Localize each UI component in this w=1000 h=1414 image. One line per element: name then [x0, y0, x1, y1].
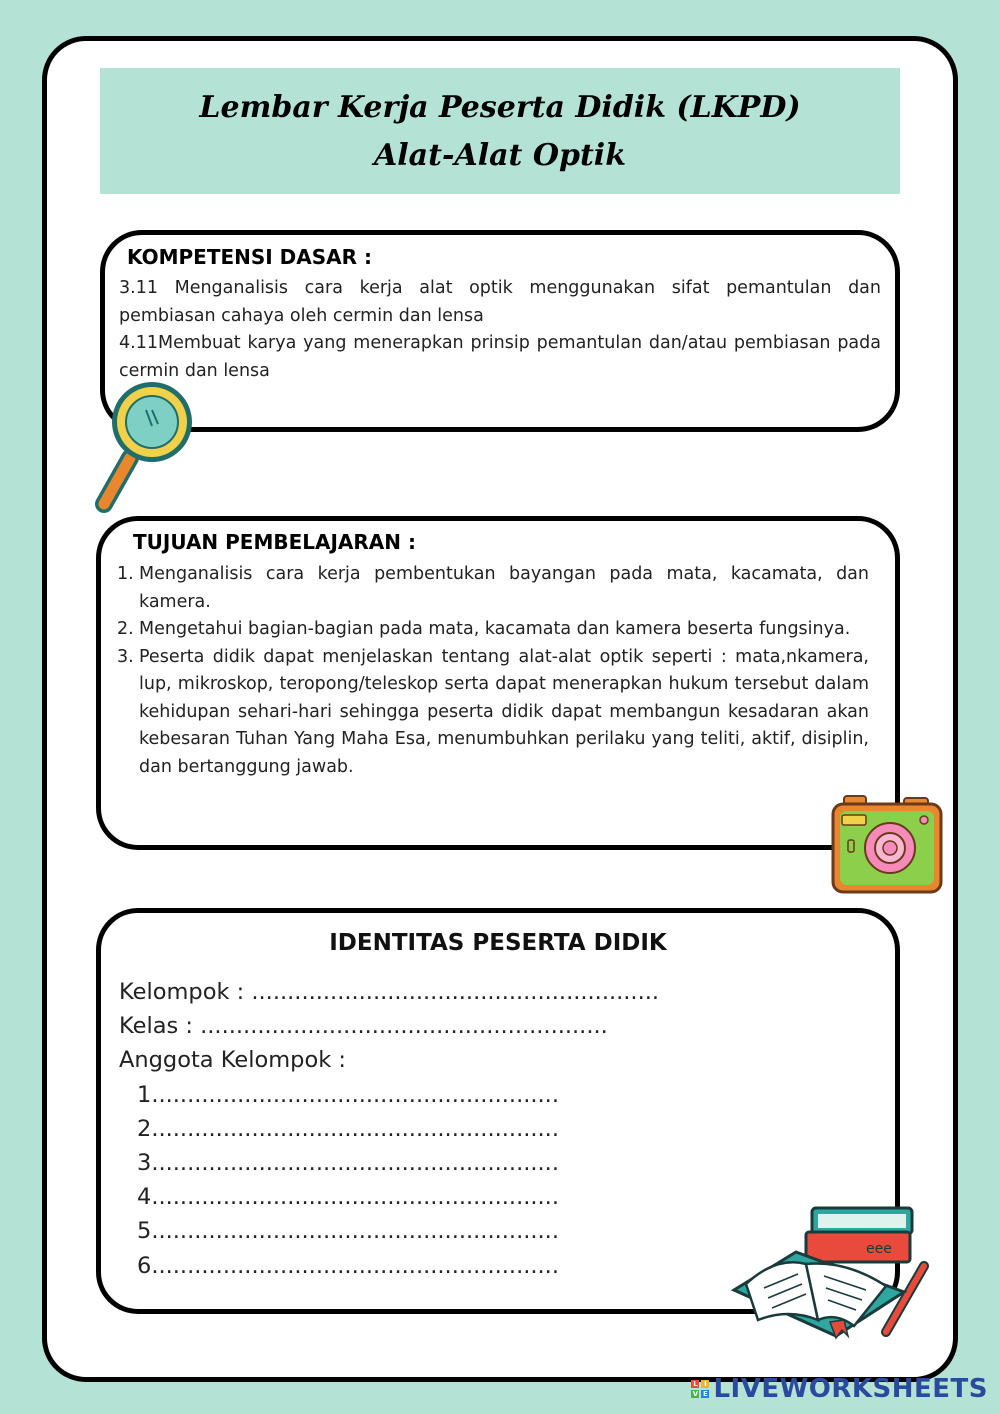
watermark-text: LIVEWORKSHEETS [713, 1374, 988, 1404]
tujuan-heading: TUJUAN PEMBELAJARAN : [133, 530, 416, 554]
identitas-heading: IDENTITAS PESERTA DIDIK [329, 930, 667, 956]
magnifier-icon [90, 376, 210, 518]
svg-text:eee: eee [866, 1241, 892, 1257]
kelas-field: Kelas : ......................................................... [119, 1013, 608, 1040]
logo-letter: L [693, 1380, 698, 1388]
kelompok-field: Kelompok : ......................................................... [119, 979, 660, 1005]
identitas-fields [119, 975, 659, 1283]
page-title: Lembar Kerja Peserta Didik (LKPD) [199, 90, 801, 125]
tujuan-item-text: Mengetahui bagian-bagian pada mata, kacamata dan kamera beserta fungsinya. [139, 619, 851, 639]
tujuan-item [117, 644, 869, 782]
title-banner [100, 68, 900, 194]
liveworksheets-watermark[interactable] [691, 1374, 988, 1404]
logo-letter: I [701, 1380, 709, 1388]
logo-letter: E [703, 1390, 708, 1398]
camera-icon [828, 794, 946, 896]
member-line: 6......................................................... [137, 1252, 559, 1279]
tujuan-item [117, 561, 869, 616]
tujuan-list [117, 561, 869, 781]
kompetensi-item: 4.11Membuat karya yang menerapkan prinsip pemantulan dan/atau pembiasan pada cermin dan lensa [119, 333, 881, 381]
tujuan-item-number: 1. [117, 564, 134, 584]
member-line: 5......................................................... [137, 1218, 559, 1245]
tujuan-item [117, 616, 869, 644]
logo-letter: V [692, 1390, 699, 1398]
member-line: 1......................................................... [137, 1081, 559, 1108]
anggota-label: Anggota Kelompok : [119, 1047, 346, 1074]
kompetensi-list [119, 275, 881, 385]
member-line: 2......................................................... [137, 1115, 559, 1142]
tujuan-item-text: Peserta didik dapat menjelaskan tentang alat-alat optik seperti : mata,nkamera, lup, mikroskop, teropong/teleskop serta dapat menerapkan hukum tersebut dalam kehidupan sehari-hari sehingga peserta didik dapat membangun kesadaran akan kebesaran Tuhan Yang Maha Esa, menumbuhkan perilaku yang teliti, aktif, disiplin, dan bertanggung jawab. [139, 646, 869, 777]
kompetensi-item: 3.11 Menganalisis cara kerja alat optik menggunakan sifat pemantulan dan pembiasan cahaya oleh cermin dan lensa [119, 278, 881, 326]
page-subtitle: Alat-Alat Optik [374, 138, 626, 173]
tujuan-pembelajaran-box [96, 516, 900, 850]
kompetensi-heading: KOMPETENSI DASAR : [127, 245, 372, 269]
tujuan-item-number: 3. [117, 646, 134, 667]
kompetensi-dasar-box [100, 230, 900, 432]
liveworksheets-logo-icon [691, 1380, 709, 1398]
member-line: 4......................................................... [137, 1184, 559, 1211]
tujuan-item-text: Menganalisis cara kerja pembentukan bayangan pada mata, kacamata, dan kamera. [139, 564, 869, 612]
books-icon [726, 1204, 932, 1344]
member-line: 3......................................................... [137, 1150, 559, 1177]
tujuan-item-number: 2. [117, 619, 134, 639]
